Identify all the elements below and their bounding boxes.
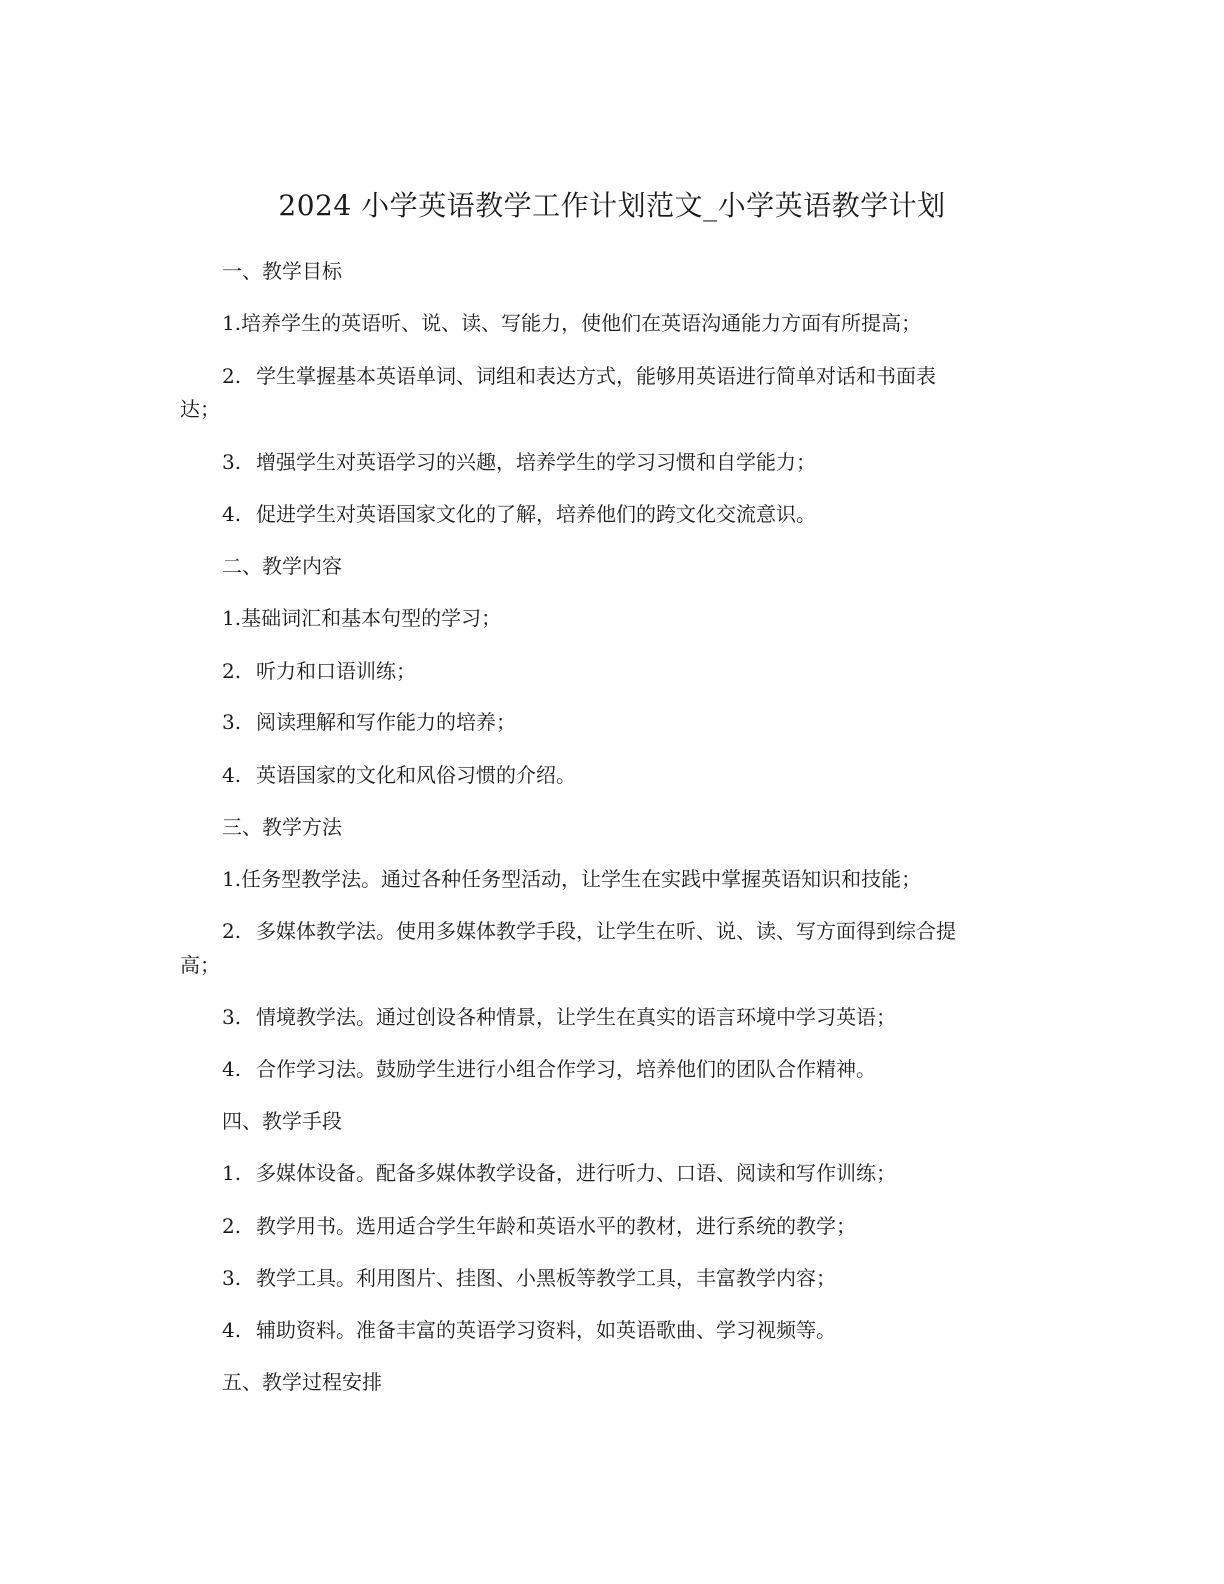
- item-text: 促进学生对英语国家文化的了解，培养他们的跨文化交流意识。: [256, 502, 816, 526]
- section-heading-process: 五、教学过程安排: [222, 1370, 382, 1394]
- list-item: [222, 1002, 896, 1032]
- item-number: 3.: [222, 450, 242, 474]
- item-number: 4.: [222, 1318, 242, 1342]
- item-text: 阅读理解和写作能力的培养；: [256, 710, 516, 734]
- item-text-continuation: 达；: [180, 397, 220, 421]
- list-item: [222, 760, 576, 790]
- section-heading-means: 四、教学手段: [222, 1109, 342, 1133]
- item-number: 4.: [222, 1057, 242, 1081]
- item-text: 多媒体设备。配备多媒体教学设备，进行听力、口语、阅读和写作训练；: [256, 1161, 896, 1185]
- document-title: 2024 小学英语教学工作计划范文_小学英语教学计划: [278, 189, 946, 222]
- list-item: [222, 916, 956, 946]
- list-item: [222, 499, 816, 529]
- item-text: 教学用书。选用适合学生年龄和英语水平的教材，进行系统的教学；: [256, 1214, 856, 1238]
- item-text: 学生掌握基本英语单词、词组和表达方式，能够用英语进行简单对话和书面表: [256, 364, 936, 388]
- item-number: 1.: [222, 1161, 242, 1185]
- item-number: 2.: [222, 1214, 242, 1238]
- item-text: 听力和口语训练；: [256, 659, 416, 683]
- item-text: 情境教学法。通过创设各种情景，让学生在真实的语言环境中学习英语；: [256, 1005, 896, 1029]
- item-number: 2.: [222, 659, 242, 683]
- section-heading-content: 二、教学内容: [222, 554, 342, 578]
- list-item: [222, 707, 516, 737]
- item-number: 4.: [222, 502, 242, 526]
- item-number: 1.: [222, 867, 242, 891]
- list-item: [222, 864, 921, 894]
- list-item: [222, 1054, 876, 1084]
- list-item: [222, 308, 921, 338]
- item-text: 多媒体教学法。使用多媒体教学手段，让学生在听、说、读、写方面得到综合提: [256, 919, 956, 943]
- item-text: 英语国家的文化和风俗习惯的介绍。: [256, 763, 576, 787]
- list-item: [222, 1211, 856, 1241]
- item-number: 1.: [222, 606, 242, 630]
- item-text: 增强学生对英语学习的兴趣，培养学生的学习习惯和自学能力；: [256, 450, 816, 474]
- list-item: [222, 1158, 896, 1188]
- item-number: 2.: [222, 364, 242, 388]
- section-heading-methods: 三、教学方法: [222, 815, 342, 839]
- item-text: 教学工具。利用图片、挂图、小黑板等教学工具，丰富教学内容；: [256, 1266, 836, 1290]
- section-heading-goals: 一、教学目标: [222, 259, 342, 283]
- item-number: 3.: [222, 1005, 242, 1029]
- list-item: [222, 447, 816, 477]
- list-item: [222, 361, 936, 391]
- item-text: 培养学生的英语听、说、读、写能力，使他们在英语沟通能力方面有所提高；: [241, 311, 922, 335]
- item-text: 任务型教学法。通过各种任务型活动，让学生在实践中掌握英语知识和技能；: [241, 867, 922, 891]
- item-text: 合作学习法。鼓励学生进行小组合作学习，培养他们的团队合作精神。: [256, 1057, 876, 1081]
- list-item: [222, 656, 416, 686]
- item-text-continuation: 高；: [180, 953, 220, 977]
- list-item: [222, 603, 501, 633]
- item-number: 2.: [222, 919, 242, 943]
- item-number: 3.: [222, 1266, 242, 1290]
- item-text: 基础词汇和基本句型的学习；: [241, 606, 502, 630]
- item-number: 1.: [222, 311, 242, 335]
- item-number: 3.: [222, 710, 242, 734]
- list-item: [222, 1315, 836, 1345]
- list-item: [222, 1263, 836, 1293]
- item-text: 辅助资料。准备丰富的英语学习资料，如英语歌曲、学习视频等。: [256, 1318, 836, 1342]
- item-number: 4.: [222, 763, 242, 787]
